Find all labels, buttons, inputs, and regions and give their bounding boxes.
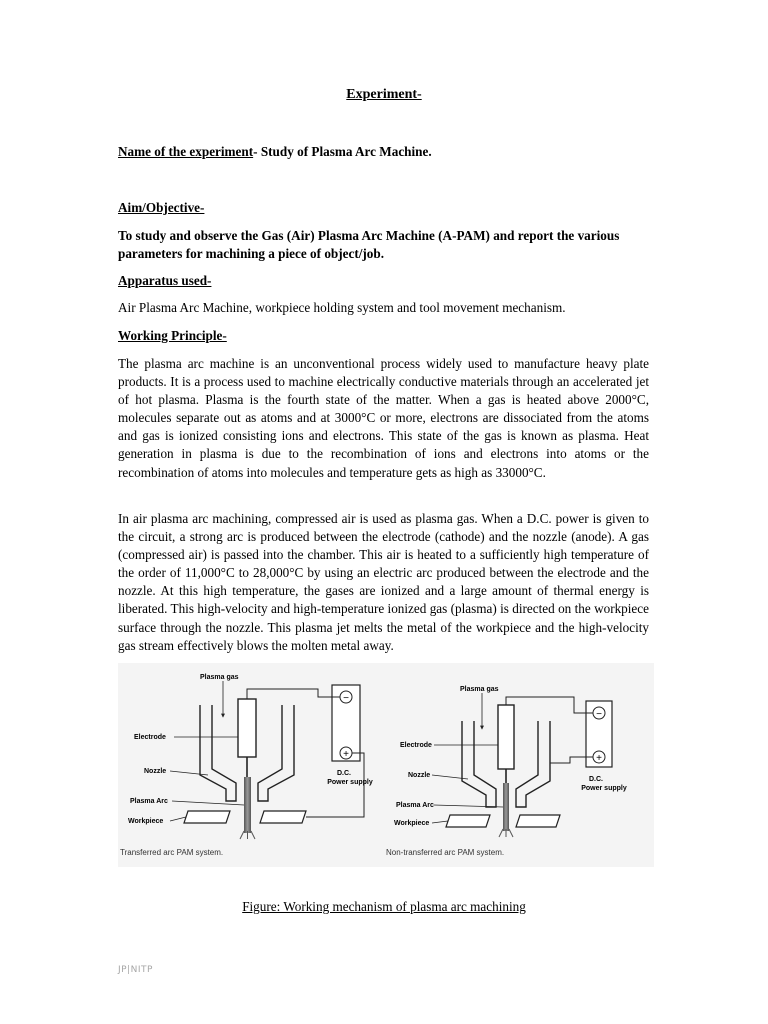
experiment-name-value: - Study of Plasma Arc Machine. bbox=[253, 144, 432, 159]
label-nozzle: Nozzle bbox=[144, 768, 167, 775]
experiment-name-label: Name of the experiment bbox=[118, 144, 254, 159]
minus-sign: − bbox=[596, 709, 602, 720]
plus-sign: + bbox=[596, 753, 602, 764]
label-nozzle: Nozzle bbox=[408, 772, 431, 779]
apparatus-text: Air Plasma Arc Machine, workpiece holding system and tool movement mechanism. bbox=[118, 300, 566, 315]
plasma-arc bbox=[503, 783, 509, 831]
principle-paragraph-1: The plasma arc machine is an unconventional process widely used to manufacture heavy plate products. It is a process used to machine electrically conductive materials through an accelerated jet of hot plasma. Plasma is the fourth state of the matter. When a gas is heated above 2000°C, molecules separate out as atoms and at 3000°C or more, electrons are dissociated from the atoms and gas is ionized consisting ions and electrons. This state of the gas is known as plasma. Heat generation in plasma is due to the recombination of ions and electrons into atoms or the recombination of atoms into molecules and temperature gets as high as 33000°C. bbox=[118, 356, 649, 480]
figure-background bbox=[118, 663, 654, 867]
label-plasma-gas: Plasma gas bbox=[460, 686, 499, 693]
plus-sign: + bbox=[343, 749, 349, 760]
electrode bbox=[238, 699, 256, 757]
right-diagram-caption: Non-transferred arc PAM system. bbox=[386, 848, 505, 857]
plasma-arc bbox=[244, 777, 251, 833]
label-plasma-arc: Plasma Arc bbox=[396, 802, 434, 809]
label-electrode: Electrode bbox=[134, 734, 166, 741]
workpiece-right bbox=[516, 815, 560, 827]
label-dc: D.C. bbox=[337, 770, 351, 777]
plasma-arc-diagram bbox=[118, 663, 654, 867]
label-power-supply: Power supply bbox=[581, 785, 627, 792]
working-principle-heading: Working Principle- bbox=[118, 328, 227, 343]
figure-caption: Figure: Working mechanism of plasma arc machining bbox=[242, 899, 526, 914]
principle-paragraph-2: In air plasma arc machining, compressed air is used as plasma gas. When a D.C. power is given to the circuit, a strong arc is produced between the electrode (cathode) and the nozzle (anode). A gas (compressed air) is passed into the chamber. This air is heated to a sufficiently high temperature of the order of 11,000°C to 28,000°C by using an electric arc produced between the electrode and the nozzle. At this high temperature, the gases are ionized and a large amount of thermal energy is liberated. This high-velocity and high-temperature ionized gas (plasma) is directed on the workpiece surface through the nozzle. This plasma jet melts the metal of the workpiece and the high-velocity gas stream effectively blows the molten metal away. bbox=[118, 511, 649, 653]
label-plasma-gas: Plasma gas bbox=[200, 674, 239, 681]
label-workpiece: Workpiece bbox=[128, 818, 164, 825]
electrode bbox=[498, 705, 514, 769]
page-title: Experiment- bbox=[346, 87, 422, 102]
left-diagram-caption: Transferred arc PAM system. bbox=[120, 848, 224, 857]
apparatus-heading: Apparatus used- bbox=[118, 273, 212, 288]
label-workpiece: Workpiece bbox=[394, 820, 430, 827]
workpiece-left bbox=[446, 815, 490, 827]
aim-heading: Aim/Objective- bbox=[118, 200, 205, 215]
label-plasma-arc: Plasma Arc bbox=[130, 798, 168, 805]
label-electrode: Electrode bbox=[400, 742, 432, 749]
aim-text: To study and observe the Gas (Air) Plasma Arc Machine (A-PAM) and report the various parameters for machining a piece of object/job. bbox=[118, 228, 620, 262]
minus-sign: − bbox=[343, 693, 349, 704]
plasma-arc-figure bbox=[118, 663, 654, 867]
label-dc: D.C. bbox=[589, 776, 603, 783]
workpiece-left bbox=[184, 811, 230, 823]
footer-text: JP|NITP bbox=[118, 965, 153, 975]
workpiece-right bbox=[260, 811, 306, 823]
experiment-name-line bbox=[118, 143, 649, 161]
label-power-supply: Power supply bbox=[327, 779, 373, 786]
